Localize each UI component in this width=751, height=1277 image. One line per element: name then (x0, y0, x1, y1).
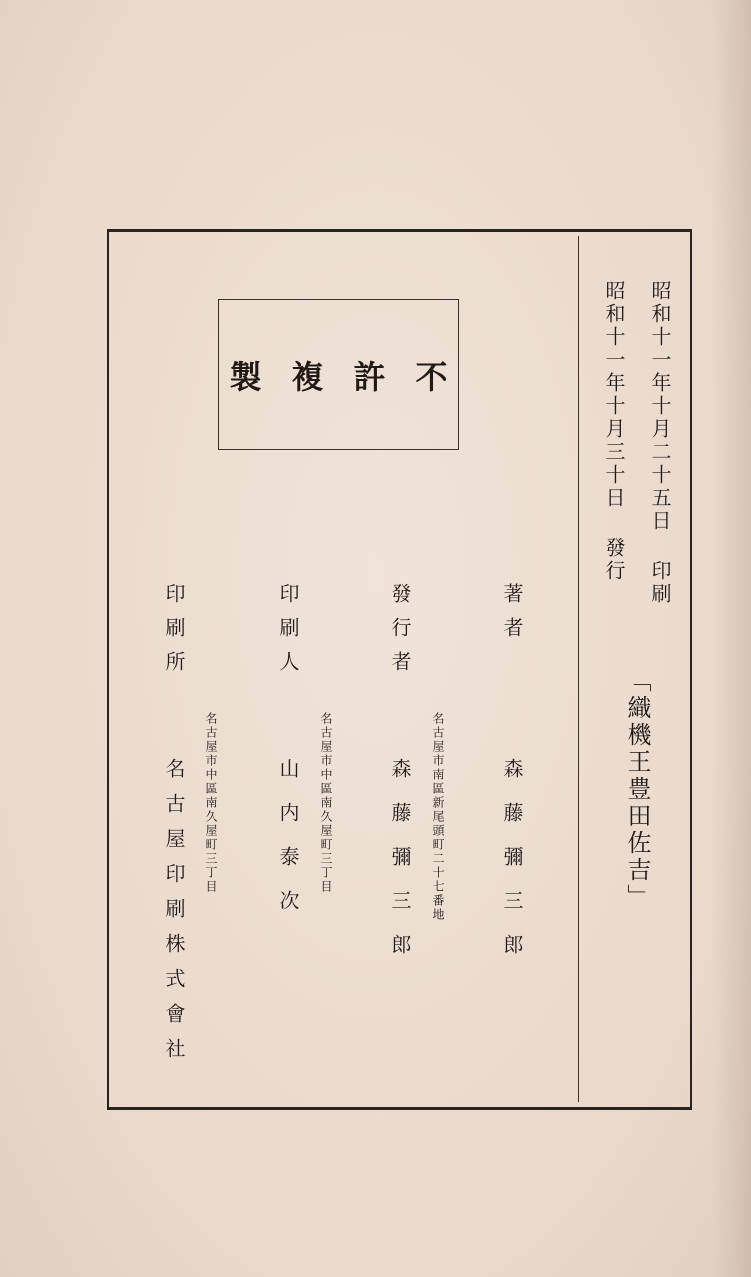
printer-name: 山内泰次 (276, 758, 300, 934)
copyright-stamp-text: 不許複製 (229, 357, 478, 396)
book-title: 「織機王豊田佐吉」 (623, 668, 651, 911)
print-house-role: 印刷所 (162, 583, 186, 685)
date-column-divider (578, 236, 579, 1102)
print-house-address: 名古屋市中區南久屋町三丁目 (204, 712, 218, 894)
printer-address: 名古屋市中區南久屋町三丁目 (319, 712, 333, 894)
print-date: 昭和十一年十月二十五日 印刷 (648, 280, 672, 606)
author-name: 森藤彌三郎 (500, 758, 524, 978)
copyright-stamp (218, 299, 478, 450)
publisher-name: 森藤彌三郎 (388, 758, 412, 978)
author-role: 著者 (500, 583, 524, 651)
issue-date: 昭和十一年十月三十日 發行 (602, 280, 626, 583)
printer-role: 印刷人 (276, 583, 300, 685)
publisher-role: 發行者 (388, 583, 412, 685)
page-spine-shadow (711, 0, 751, 1277)
author-address: 名古屋市南區新尾頭町二十七番地 (431, 712, 445, 922)
print-house-name: 名古屋印刷株式會社 (162, 758, 186, 1073)
